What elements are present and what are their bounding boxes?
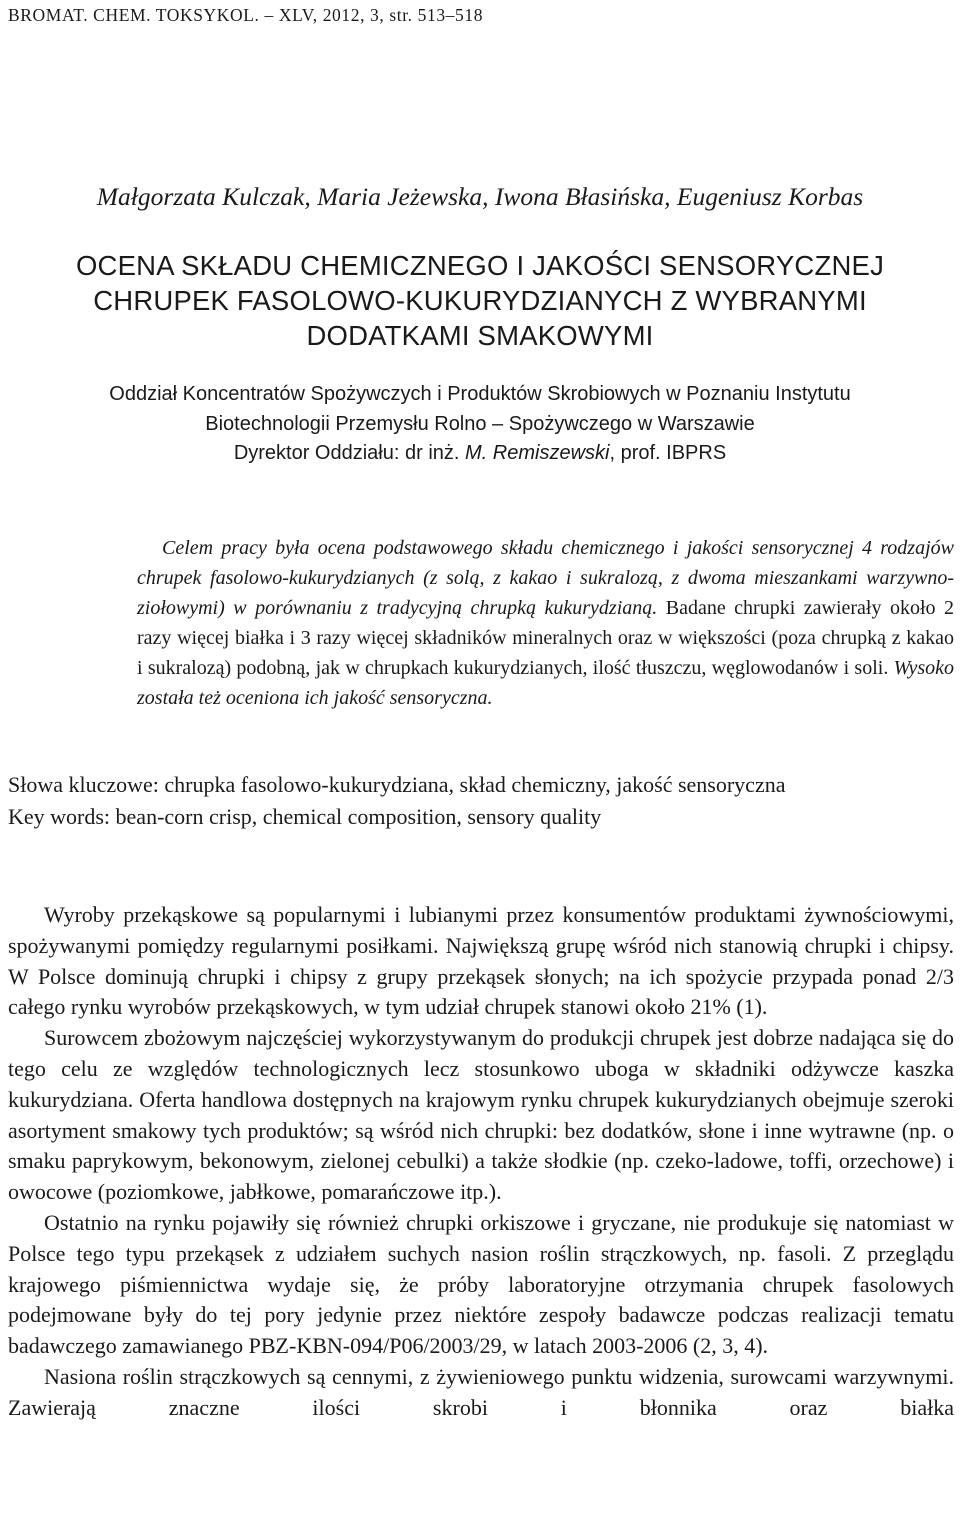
keywords-pl: Słowa kluczowe: chrupka fasolowo-kukurydziana, skład chemiczny, jakość sensoryczna: [8, 772, 786, 797]
title-line: DODATKAMI SMAKOWYMI: [306, 320, 654, 351]
article-title: [0, 248, 960, 353]
director-label: Dyrektor Oddziału: dr inż.: [233, 442, 466, 464]
body-paragraph-last: Nasiona roślin strączkowych są cennymi, z żywieniowego punktu widzenia, surowcami warzywnymi. Zawierają znaczne ilości skrobi i błonnika oraz białka: [8, 1363, 954, 1420]
affiliation: [0, 380, 960, 469]
keywords-en: Key words: bean-corn crisp, chemical composition, sensory quality: [8, 804, 602, 829]
affiliation-line: Oddział Koncentratów Spożywczych i Produktów Skrobiowych w Poznaniu Instytutu: [109, 383, 851, 405]
director-name: M. Remiszewski: [465, 442, 610, 464]
body-paragraph: Surowcem zbożowym najczęściej wykorzystywanym do produkcji chrupek jest dobrze nadająca się do tego celu ze względów technologicznych lecz stosunkowo uboga w składniki odżywcze kaszka kukurydziana. Oferta handlowa dostępnych na krajowym rynku chrupek kukurydzianych obejmuje szeroki asortyment smakowy tych produktów; są wśród nich chrupki: bez dodatków, słone i inne wytrawne (np. o smaku paprykowym, bekonowym, zielonej cebulki) a także słodkie (np. czeko-ladowe, toffi, orzechowe) i owocowe (poziomkowe, jabłkowe, pomarańczowe itp.).: [8, 1025, 954, 1205]
affiliation-line: Biotechnologii Przemysłu Rolno – Spożywczego w Warszawie: [205, 412, 755, 435]
authors: Małgorzata Kulczak, Maria Jeżewska, Iwona Błasińska, Eugeniusz Korbas: [96, 182, 864, 211]
abstract-roman: Badane chrupki zawierały około 2 razy więcej białka i 3 razy więcej składników mineralnych oraz w większości (poza chrupką z kakao i sukralozą) podobną, jak w chrupkach kukurydzianych, ilość tłuszczu, węglowodanów i soli.: [137, 597, 954, 679]
director-line: [0, 439, 960, 469]
abstract-italic: Celem pracy była ocena podstawowego składu chemicznego i jakości sensorycznej 4 rodzajów chrupek fasolowo-kukurydzianych (z solą, z kakao i sukralozą, z dwoma mieszankami warzywno-ziołowymi) w porównaniu z tradycyjną chrupką kukurydzianą.: [137, 537, 954, 619]
keywords: [8, 769, 954, 833]
abstract-italic-end: Wysoko została też oceniona ich jakość sensoryczna.: [137, 657, 954, 709]
title-line: CHRUPEK FASOLOWO-KUKURYDZIANYCH Z WYBRANYMI: [93, 285, 867, 316]
abstract-text: [137, 533, 954, 713]
journal-reference: BROMAT. CHEM. TOKSYKOL. – XLV, 2012, 3, str. 513–518: [8, 5, 484, 25]
body-paragraph: Wyroby przekąskowe są popularnymi i lubianymi przez konsumentów produktami żywnościowymi, spożywanymi pomiędzy regularnymi posiłkami. Największą grupę wśród nich stanowią chrupki i chipsy. W Polsce dominują chrupki i chipsy z grupy przekąsek słonych; na ich spożycie przypada ponad 2/3 całego rynku wyrobów przekąskowych, w tym udział chrupek stanowi około 21% (1).: [8, 902, 954, 1020]
title-line: OCENA SKŁADU CHEMICZNEGO I JAKOŚCI SENSORYCZNEJ: [75, 250, 885, 281]
body-text: [8, 900, 954, 1420]
abstract: [137, 533, 954, 713]
director-suffix: , prof. IBPRS: [609, 442, 727, 464]
body-paragraph: Ostatnio na rynku pojawiły się również chrupki orkiszowe i gryczane, nie produkuje się natomiast w Polsce tego typu przekąsek z udziałem suchych nasion roślin strączkowych, np. fasoli. Z przeglądu krajowego piśmiennictwa wydaje się, że próby laboratoryjne otrzymania chrupek fasolowych podejmowane były do tej pory jedynie przez niektóre zespoły badawcze podczas realizacji tematu badawczego zamawianego PBZ-KBN-094/P06/2003/29, w latach 2003-2006 (2, 3, 4).: [8, 1209, 954, 1359]
